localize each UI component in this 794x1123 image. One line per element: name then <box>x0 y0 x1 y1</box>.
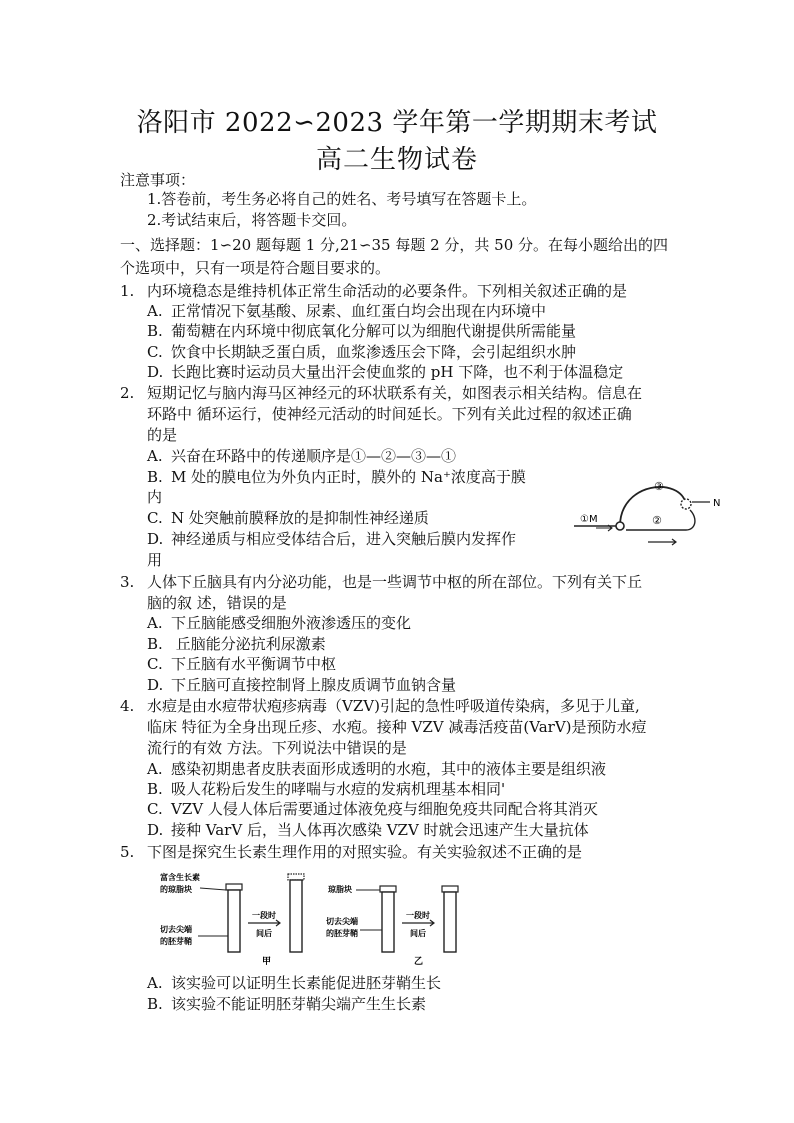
jia-pointer-top <box>200 888 226 890</box>
option-c <box>147 800 598 818</box>
jia-arrow <box>248 920 280 926</box>
jia-block-label: 富含生长素 <box>160 873 200 882</box>
synapse-n-circle <box>681 499 691 509</box>
option-b <box>147 995 426 1013</box>
option-letter: A. <box>147 974 163 992</box>
option-text: 丘脑能分泌抗利尿激素 <box>171 635 326 653</box>
jia-cut-label-2: 的胚芽鞘 <box>160 937 192 946</box>
option-text: N 处突触前膜释放的是抑制性神经递质 <box>171 509 429 527</box>
exam-title: 洛阳市 2022∽2023 学年第一学期期末考试 <box>136 108 658 138</box>
question-stem: 脑的叙 述，错误的是 <box>147 594 287 612</box>
option-text: 接种 VarV 后，当人体再次感染 VZV 时就会迅速产生大量抗体 <box>171 821 589 839</box>
exam-subtitle: 高二生物试卷 <box>315 145 478 175</box>
option-a <box>147 302 546 320</box>
neuron-loop-figure <box>568 472 728 558</box>
option-continuation: 用 <box>147 551 163 569</box>
option-letter: D. <box>147 821 164 839</box>
label-3: ③ <box>654 480 664 493</box>
question-number: 5. <box>120 843 135 861</box>
option-a <box>147 974 441 992</box>
option-c <box>147 655 336 673</box>
option-letter: B. <box>147 995 163 1013</box>
question-stem: 临床 特征为全身出现丘疹、水疱。接种 VZV 减毒活疫苗(VarV)是预防水痘 <box>147 718 647 736</box>
jia-agar-block <box>226 884 242 890</box>
option-d <box>147 821 589 839</box>
jia-block-label-2: 的琼脂块 <box>160 885 192 894</box>
jia-time-label: 一段时 <box>252 911 276 920</box>
jia-cut-label: 切去尖端 <box>160 925 192 934</box>
yi-coleoptile-before <box>382 892 394 952</box>
jia-time-label-2: 间后 <box>256 929 272 938</box>
option-letter: A. <box>147 447 163 465</box>
option-text: M 处的膜电位为外负内正时，膜外的 Na⁺浓度高于膜 <box>171 468 526 486</box>
question-stem: 流行的有效 方法。下列说法中错误的是 <box>147 739 407 757</box>
question-stem: 内环境稳态是维持机体正常生命活动的必要条件。下列相关叙述正确的是 <box>147 282 628 300</box>
option-letter: A. <box>147 760 163 778</box>
option-b <box>147 468 526 486</box>
option-letter: B. <box>147 322 163 340</box>
notice-item: 1.答卷前，考生务必将自己的姓名、考号填写在答题卡上。 <box>147 190 537 208</box>
option-d <box>147 530 516 548</box>
option-text: 神经递质与相应受体结合后，进入突触后膜内发挥作 <box>171 530 517 548</box>
option-letter: B. <box>147 468 163 486</box>
option-a <box>147 447 456 465</box>
option-letter: D. <box>147 676 164 694</box>
option-letter: D. <box>147 363 164 381</box>
question-number: 3. <box>120 573 135 591</box>
option-letter: A. <box>147 614 163 632</box>
question-stem: 人体下丘脑具有内分泌功能，也是一些调节中枢的所在部位。下列有关下丘 <box>147 573 643 591</box>
label-1m: ①M <box>580 514 598 525</box>
option-b <box>147 635 326 653</box>
option-text: 该实验可以证明生长素能促进胚芽鞘生长 <box>171 974 442 992</box>
yi-label: 乙 <box>414 957 424 967</box>
option-letter: C. <box>147 509 163 527</box>
yi-coleoptile-after <box>444 892 456 952</box>
option-letter: D. <box>147 530 164 548</box>
auxin-experiment-figure <box>160 868 480 968</box>
yi-arrow <box>402 920 434 926</box>
option-text: VZV 人侵人体后需要通过体液免疫与细胞免疫共同配合将其消灭 <box>171 800 598 818</box>
jia-agar-block-after <box>288 874 304 880</box>
option-text: 葡萄糖在内环境中彻底氧化分解可以为细胞代谢提供所需能量 <box>171 322 577 340</box>
option-text: 下丘脑能感受细胞外液渗透压的变化 <box>171 614 412 632</box>
option-a <box>147 614 411 632</box>
option-letter: C. <box>147 655 163 673</box>
option-text: 吸人花粉后发生的哮喘与水痘的发病机理基本相同' <box>171 780 506 798</box>
notice-item: 2.考试结束后，将答题卡交回。 <box>147 211 357 229</box>
notice-heading: 注意事项： <box>120 171 196 189</box>
yi-cut-label-2: 的胚芽鞘 <box>326 929 358 938</box>
option-text: 正常情况下氨基酸、尿素、血红蛋白均会出现在内环境中 <box>171 302 547 320</box>
option-text: 兴奋在环路中的传递顺序是①—②—③—① <box>171 447 457 465</box>
option-d <box>147 676 456 694</box>
option-text: 感染初期患者皮肤表面形成透明的水疱，其中的液体主要是组织液 <box>171 760 607 778</box>
yi-agar-block <box>380 886 396 892</box>
option-letter: C. <box>147 800 163 818</box>
jia-label: 甲 <box>262 957 272 967</box>
option-c <box>147 509 429 527</box>
question-number: 2. <box>120 384 135 402</box>
option-text: 该实验不能证明胚芽鞘尖端产生生长素 <box>171 995 427 1013</box>
option-letter: C. <box>147 343 163 361</box>
question-number: 1. <box>120 282 135 300</box>
question-stem: 水痘是由水痘带状疱疹病毒（VZV)引起的急性呼吸道传染病，多见于儿童, <box>147 697 640 715</box>
option-c <box>147 343 576 361</box>
yi-time-label-2: 间后 <box>410 929 426 938</box>
label-2: ② <box>652 514 662 527</box>
option-a <box>147 760 606 778</box>
option-text: 下丘脑可直接控制肾上腺皮质调节血钠含量 <box>171 676 457 694</box>
option-letter: A. <box>147 302 163 320</box>
jia-coleoptile-before <box>228 890 240 952</box>
section-instruction: 一、选择题：1∽20 题每题 1 分,21∽35 每题 2 分，共 50 分。在每小题给出的四 <box>120 236 669 254</box>
yi-time-label: 一段时 <box>406 911 430 920</box>
yi-block-label: 琼脂块 <box>328 885 352 894</box>
question-stem: 的是 <box>147 426 178 444</box>
option-continuation: 内 <box>147 488 163 506</box>
question-stem: 环路中 循环运行，使神经元活动的时间延长。下列有关此过程的叙述正确 <box>147 405 632 423</box>
option-b <box>147 780 505 798</box>
question-number: 4. <box>120 697 135 715</box>
yi-agar-block-after <box>442 886 458 892</box>
jia-coleoptile-after <box>290 880 302 952</box>
option-d <box>147 363 623 381</box>
arrow-bottom <box>648 539 676 545</box>
option-text: 下丘脑有水平衡调节中枢 <box>171 655 337 673</box>
question-stem: 短期记忆与脑内海马区神经元的环状联系有关，如图表示相关结构。信息在 <box>147 384 643 402</box>
option-b <box>147 322 576 340</box>
section-instruction: 个选项中，只有一项是符合题目要求的。 <box>120 259 391 277</box>
synapse-m-circle <box>616 522 624 530</box>
option-text: 长跑比赛时运动员大量出汗会使血浆的 pH 下降，也不利于体温稳定 <box>171 363 624 381</box>
question-stem: 下图是探究生长素生理作用的对照实验。有关实验叙述不正确的是 <box>147 843 583 861</box>
option-letter: B. <box>147 780 163 798</box>
label-n: N <box>713 498 721 509</box>
option-letter: B. <box>147 635 163 653</box>
yi-cut-label: 切去尖端 <box>326 917 358 926</box>
option-text: 饮食中长期缺乏蛋白质，血浆渗透压会下降，会引起组织水肿 <box>171 343 577 361</box>
